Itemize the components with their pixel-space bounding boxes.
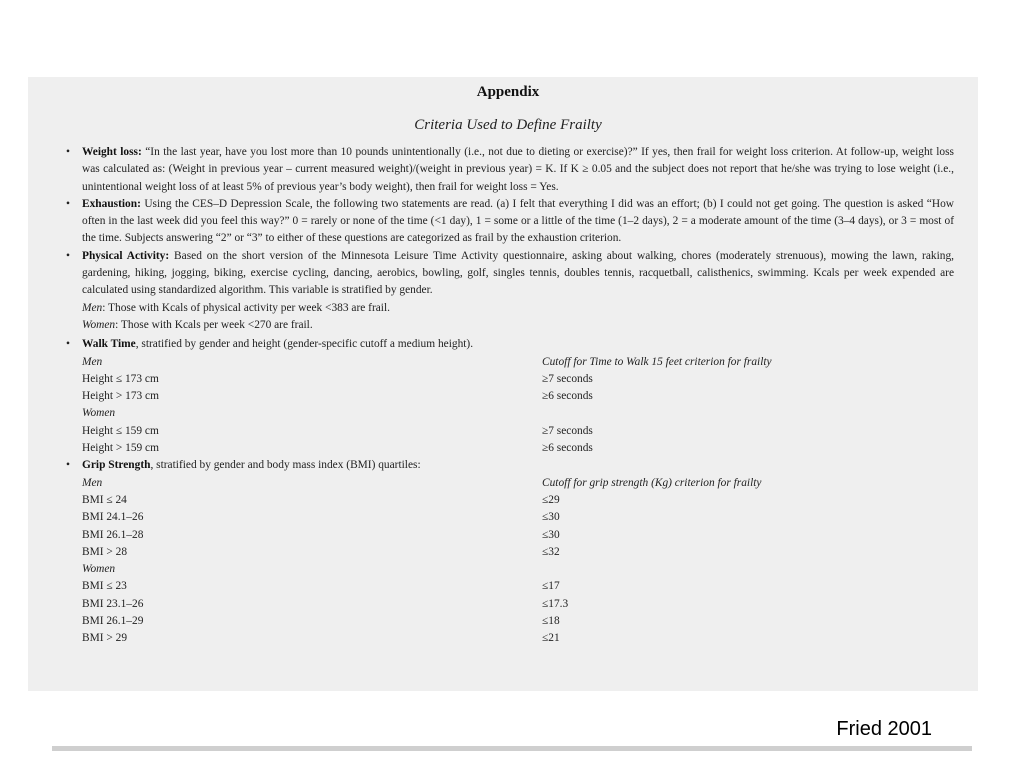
group-cell: Height ≤ 173 cm xyxy=(82,372,159,385)
criterion-label: Physical Activity: xyxy=(82,249,170,262)
women-label: Women xyxy=(82,318,116,331)
grip-women-header xyxy=(82,561,954,578)
cutoff-cell: ≤32 xyxy=(542,545,560,558)
criterion-text: “In the last year, have you lost more than 10 pounds unintentionally (i.e., not due to dieting or exercise)?” If yes, then frail for weight loss criterion. At follow-up, weight loss was calculated as: (Weight in previous year – current measured weight)/(weight in previous year) = K. If K ≥ 0.05 and the subject does not report that he/she was trying to lose weight (i.e., unintentional weight loss of at least 5% of previous year’s body weight), then frail for weight loss = Yes. xyxy=(82,146,954,193)
table-row xyxy=(82,509,954,526)
men-label: Men xyxy=(82,301,103,314)
group-cell: Height > 159 cm xyxy=(82,442,159,455)
citation-label: Fried 2001 xyxy=(836,718,932,740)
table-row xyxy=(82,578,954,595)
group-cell: BMI 23.1–26 xyxy=(82,597,144,610)
criterion-text: , stratified by gender and height (gender-specific cutoff a medium height). xyxy=(135,338,474,351)
cutoff-cell: ≤17.3 xyxy=(542,597,569,610)
criterion-label: Exhaustion: xyxy=(82,197,141,210)
cutoff-cell: ≥6 seconds xyxy=(542,390,593,403)
cutoff-cell: ≤30 xyxy=(542,528,560,541)
cutoff-cell: ≤18 xyxy=(542,615,560,628)
cutoff-header: Cutoff for Time to Walk 15 feet criterion for frailty xyxy=(542,355,772,368)
men-activity-text: : Those with Kcals of physical activity per week <383 are frail. xyxy=(102,301,390,314)
bullet-icon: • xyxy=(66,197,70,210)
criterion-exhaustion xyxy=(62,196,954,248)
group-cell: BMI 26.1–29 xyxy=(82,615,144,628)
criterion-grip-strength xyxy=(62,457,954,647)
group-cell: BMI ≤ 23 xyxy=(82,580,127,593)
bullet-icon: • xyxy=(66,338,70,351)
cutoff-header: Cutoff for grip strength (Kg) criterion for frailty xyxy=(542,476,762,489)
footer-divider xyxy=(52,746,972,751)
walk-women-header xyxy=(82,405,954,422)
bullet-icon: • xyxy=(66,146,70,158)
table-row xyxy=(82,492,954,509)
bullet-icon: • xyxy=(66,249,70,262)
criterion-text: , stratified by gender and body mass index (BMI) quartiles: xyxy=(150,459,421,472)
cutoff-cell: ≥6 seconds xyxy=(542,442,593,455)
criterion-label: Weight loss: xyxy=(82,146,142,158)
men-label: Men xyxy=(82,355,103,368)
walk-table-header xyxy=(82,354,954,371)
table-row xyxy=(82,613,954,630)
table-row xyxy=(82,596,954,613)
table-row xyxy=(82,388,954,405)
cutoff-cell: ≤21 xyxy=(542,632,560,645)
cutoff-cell: ≤30 xyxy=(542,511,560,524)
criterion-text: Based on the short version of the Minnesota Leisure Time Activity questionnaire, asking about walking, chores (moderately strenuous), mowing the lawn, raking, gardening, hiking, jogging, biking, exercise cycling, dancing, aerobics, bowling, golf, singles tennis, doubles tennis, racquetball, calisthenics, swimming. Kcals per week expended are calculated using standardized algorithm. This variable is stratified by gender. xyxy=(82,249,954,297)
criterion-walk-time xyxy=(62,336,954,457)
men-activity-line xyxy=(82,300,954,317)
group-cell: BMI 24.1–26 xyxy=(82,511,144,524)
appendix-scan xyxy=(28,77,978,691)
criterion-physical-activity xyxy=(62,248,954,334)
group-cell: BMI ≤ 24 xyxy=(82,493,127,506)
group-cell: BMI > 29 xyxy=(82,632,128,645)
table-row xyxy=(82,544,954,561)
women-label: Women xyxy=(82,563,116,576)
group-cell: Height > 173 cm xyxy=(82,390,159,403)
appendix-title: Appendix xyxy=(476,84,540,100)
group-cell: BMI 26.1–28 xyxy=(82,528,144,541)
criteria-list xyxy=(62,144,954,648)
group-cell: Height ≤ 159 cm xyxy=(82,424,159,437)
table-row xyxy=(82,371,954,388)
criterion-text: Using the CES–D Depression Scale, the following two statements are read. (a) I felt that everything I did was an effort; (b) I could not get going. The question is asked “How often in the last week did you feel this way?” 0 = rarely or none of the time (<1 day), 1 = some or a little of the time (1–2 days), 2 = a moderate amount of the time (3–4 days), or 3 = most of the time. Subjects answering “2” or “3” to either of these questions are categorized as frail by the exhaustion criterion. xyxy=(82,197,954,245)
cutoff-cell: ≥7 seconds xyxy=(542,372,593,385)
women-activity-text: : Those with Kcals per week <270 are frail. xyxy=(115,318,313,331)
women-label: Women xyxy=(82,407,116,420)
criterion-weight-loss xyxy=(62,144,954,196)
women-activity-line xyxy=(82,317,954,334)
criterion-label: Grip Strength xyxy=(82,459,151,472)
bullet-icon: • xyxy=(66,459,70,472)
table-row xyxy=(82,440,954,457)
table-row xyxy=(82,527,954,544)
table-row xyxy=(82,423,954,440)
cutoff-cell: ≥7 seconds xyxy=(542,424,593,437)
group-cell: BMI > 28 xyxy=(82,545,128,558)
men-label: Men xyxy=(82,476,103,489)
appendix-subtitle: Criteria Used to Define Frailty xyxy=(414,117,602,133)
cutoff-cell: ≤29 xyxy=(542,493,560,506)
grip-table-header xyxy=(82,475,954,492)
criterion-label: Walk Time xyxy=(82,338,136,351)
table-row xyxy=(82,630,954,647)
cutoff-cell: ≤17 xyxy=(542,580,560,593)
